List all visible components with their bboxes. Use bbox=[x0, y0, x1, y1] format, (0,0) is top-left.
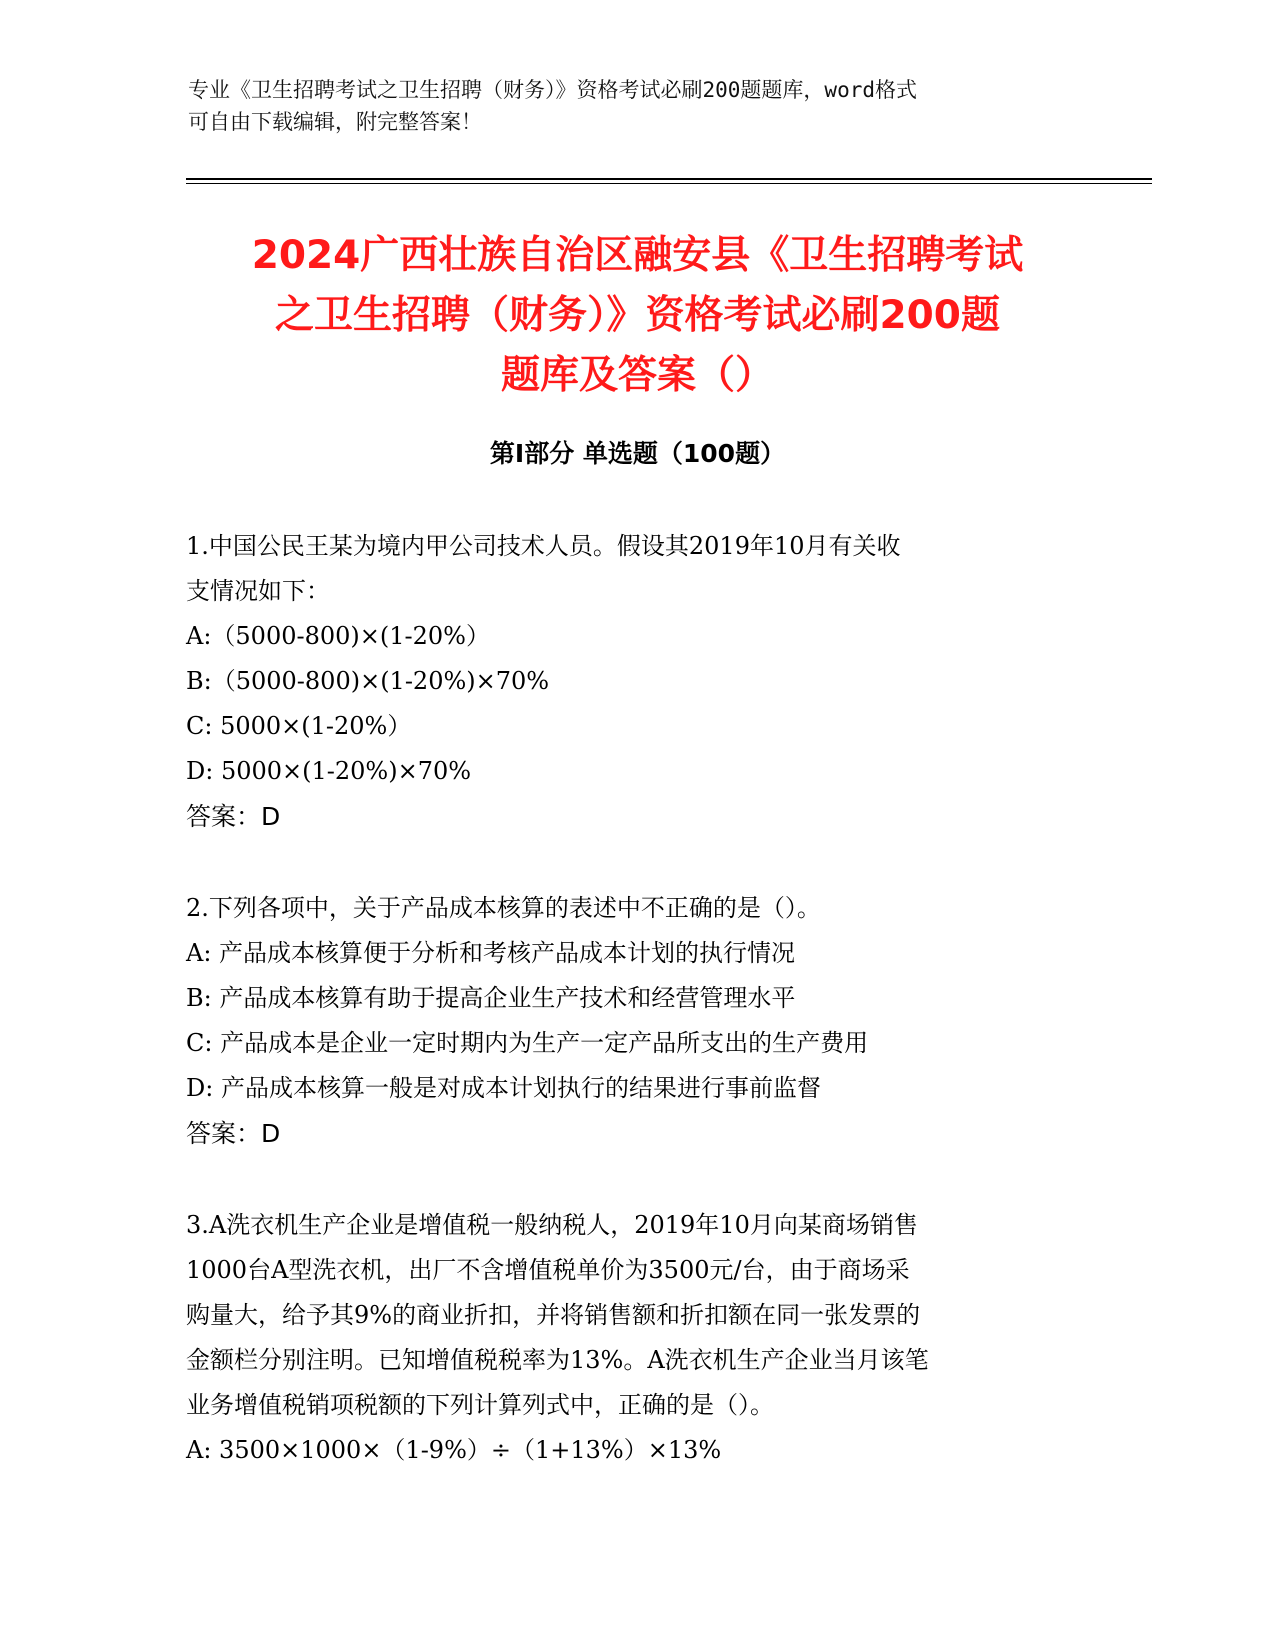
question-stem-line: 金额栏分别注明。已知增值税税率为13%。A洗衣机生产企业当月该笔 bbox=[186, 1346, 929, 1374]
header-note bbox=[188, 74, 1068, 138]
header-note-line: 专业《卫生招聘考试之卫生招聘（财务）》资格考试必刷200题题库，word格式 bbox=[188, 78, 917, 102]
option-a: A: 3500×1000×（1-9%）÷（1+13%）×13% bbox=[186, 1436, 722, 1464]
answer: 答案：D bbox=[186, 802, 281, 831]
question-stem-line: 支情况如下： bbox=[186, 577, 330, 605]
option-d: D: 5000×(1-20%)×70% bbox=[186, 757, 472, 785]
document-title-line: 题库及答案（） bbox=[500, 353, 774, 398]
option-d: D: 产品成本核算一般是对成本计划执行的结果进行事前监督 bbox=[186, 1074, 821, 1102]
document-title-line: 之卫生招聘（财务）》资格考试必刷200题 bbox=[275, 293, 1000, 338]
question-stem-line: 1.中国公民王某为境内甲公司技术人员。假设其2019年10月有关收 bbox=[186, 532, 901, 560]
option-b: B:（5000-800)×(1-20%)×70% bbox=[186, 667, 550, 695]
section-title: 第Ⅰ部分 单选题（100题） bbox=[489, 439, 786, 468]
question-1 bbox=[186, 524, 1086, 839]
question-stem-line: 购量大，给予其9%的商业折扣，并将销售额和折扣额在同一张发票的 bbox=[186, 1301, 921, 1329]
option-a: A: 产品成本核算便于分析和考核产品成本计划的执行情况 bbox=[186, 939, 796, 967]
question-stem-line: 2.下列各项中，关于产品成本核算的表述中不正确的是（）。 bbox=[186, 894, 821, 922]
header-divider-thick bbox=[186, 178, 1152, 180]
header-note-line: 可自由下载编辑，附完整答案！ bbox=[188, 110, 482, 134]
question-stem-line: 业务增值税销项税额的下列计算列式中，正确的是（）。 bbox=[186, 1391, 774, 1419]
option-b: B: 产品成本核算有助于提高企业生产技术和经营管理水平 bbox=[186, 984, 796, 1012]
document-title-line: 2024广西壮族自治区融安县《卫生招聘考试 bbox=[251, 233, 1024, 278]
question-3 bbox=[186, 1203, 1086, 1473]
option-a: A:（5000-800)×(1-20%） bbox=[186, 622, 490, 650]
header-divider-thin bbox=[186, 183, 1152, 184]
question-stem-line: 1000台A型洗衣机，出厂不含增值税单价为3500元/台，由于商场采 bbox=[186, 1256, 910, 1284]
question-stem-line: 3.A洗衣机生产企业是增值税一般纳税人，2019年10月向某商场销售 bbox=[186, 1211, 918, 1239]
document-title bbox=[160, 226, 1115, 406]
answer: 答案：D bbox=[186, 1119, 281, 1148]
question-2 bbox=[186, 886, 1086, 1156]
option-c: C: 产品成本是企业一定时期内为生产一定产品所支出的生产费用 bbox=[186, 1029, 869, 1057]
option-c: C: 5000×(1-20%） bbox=[186, 712, 412, 740]
